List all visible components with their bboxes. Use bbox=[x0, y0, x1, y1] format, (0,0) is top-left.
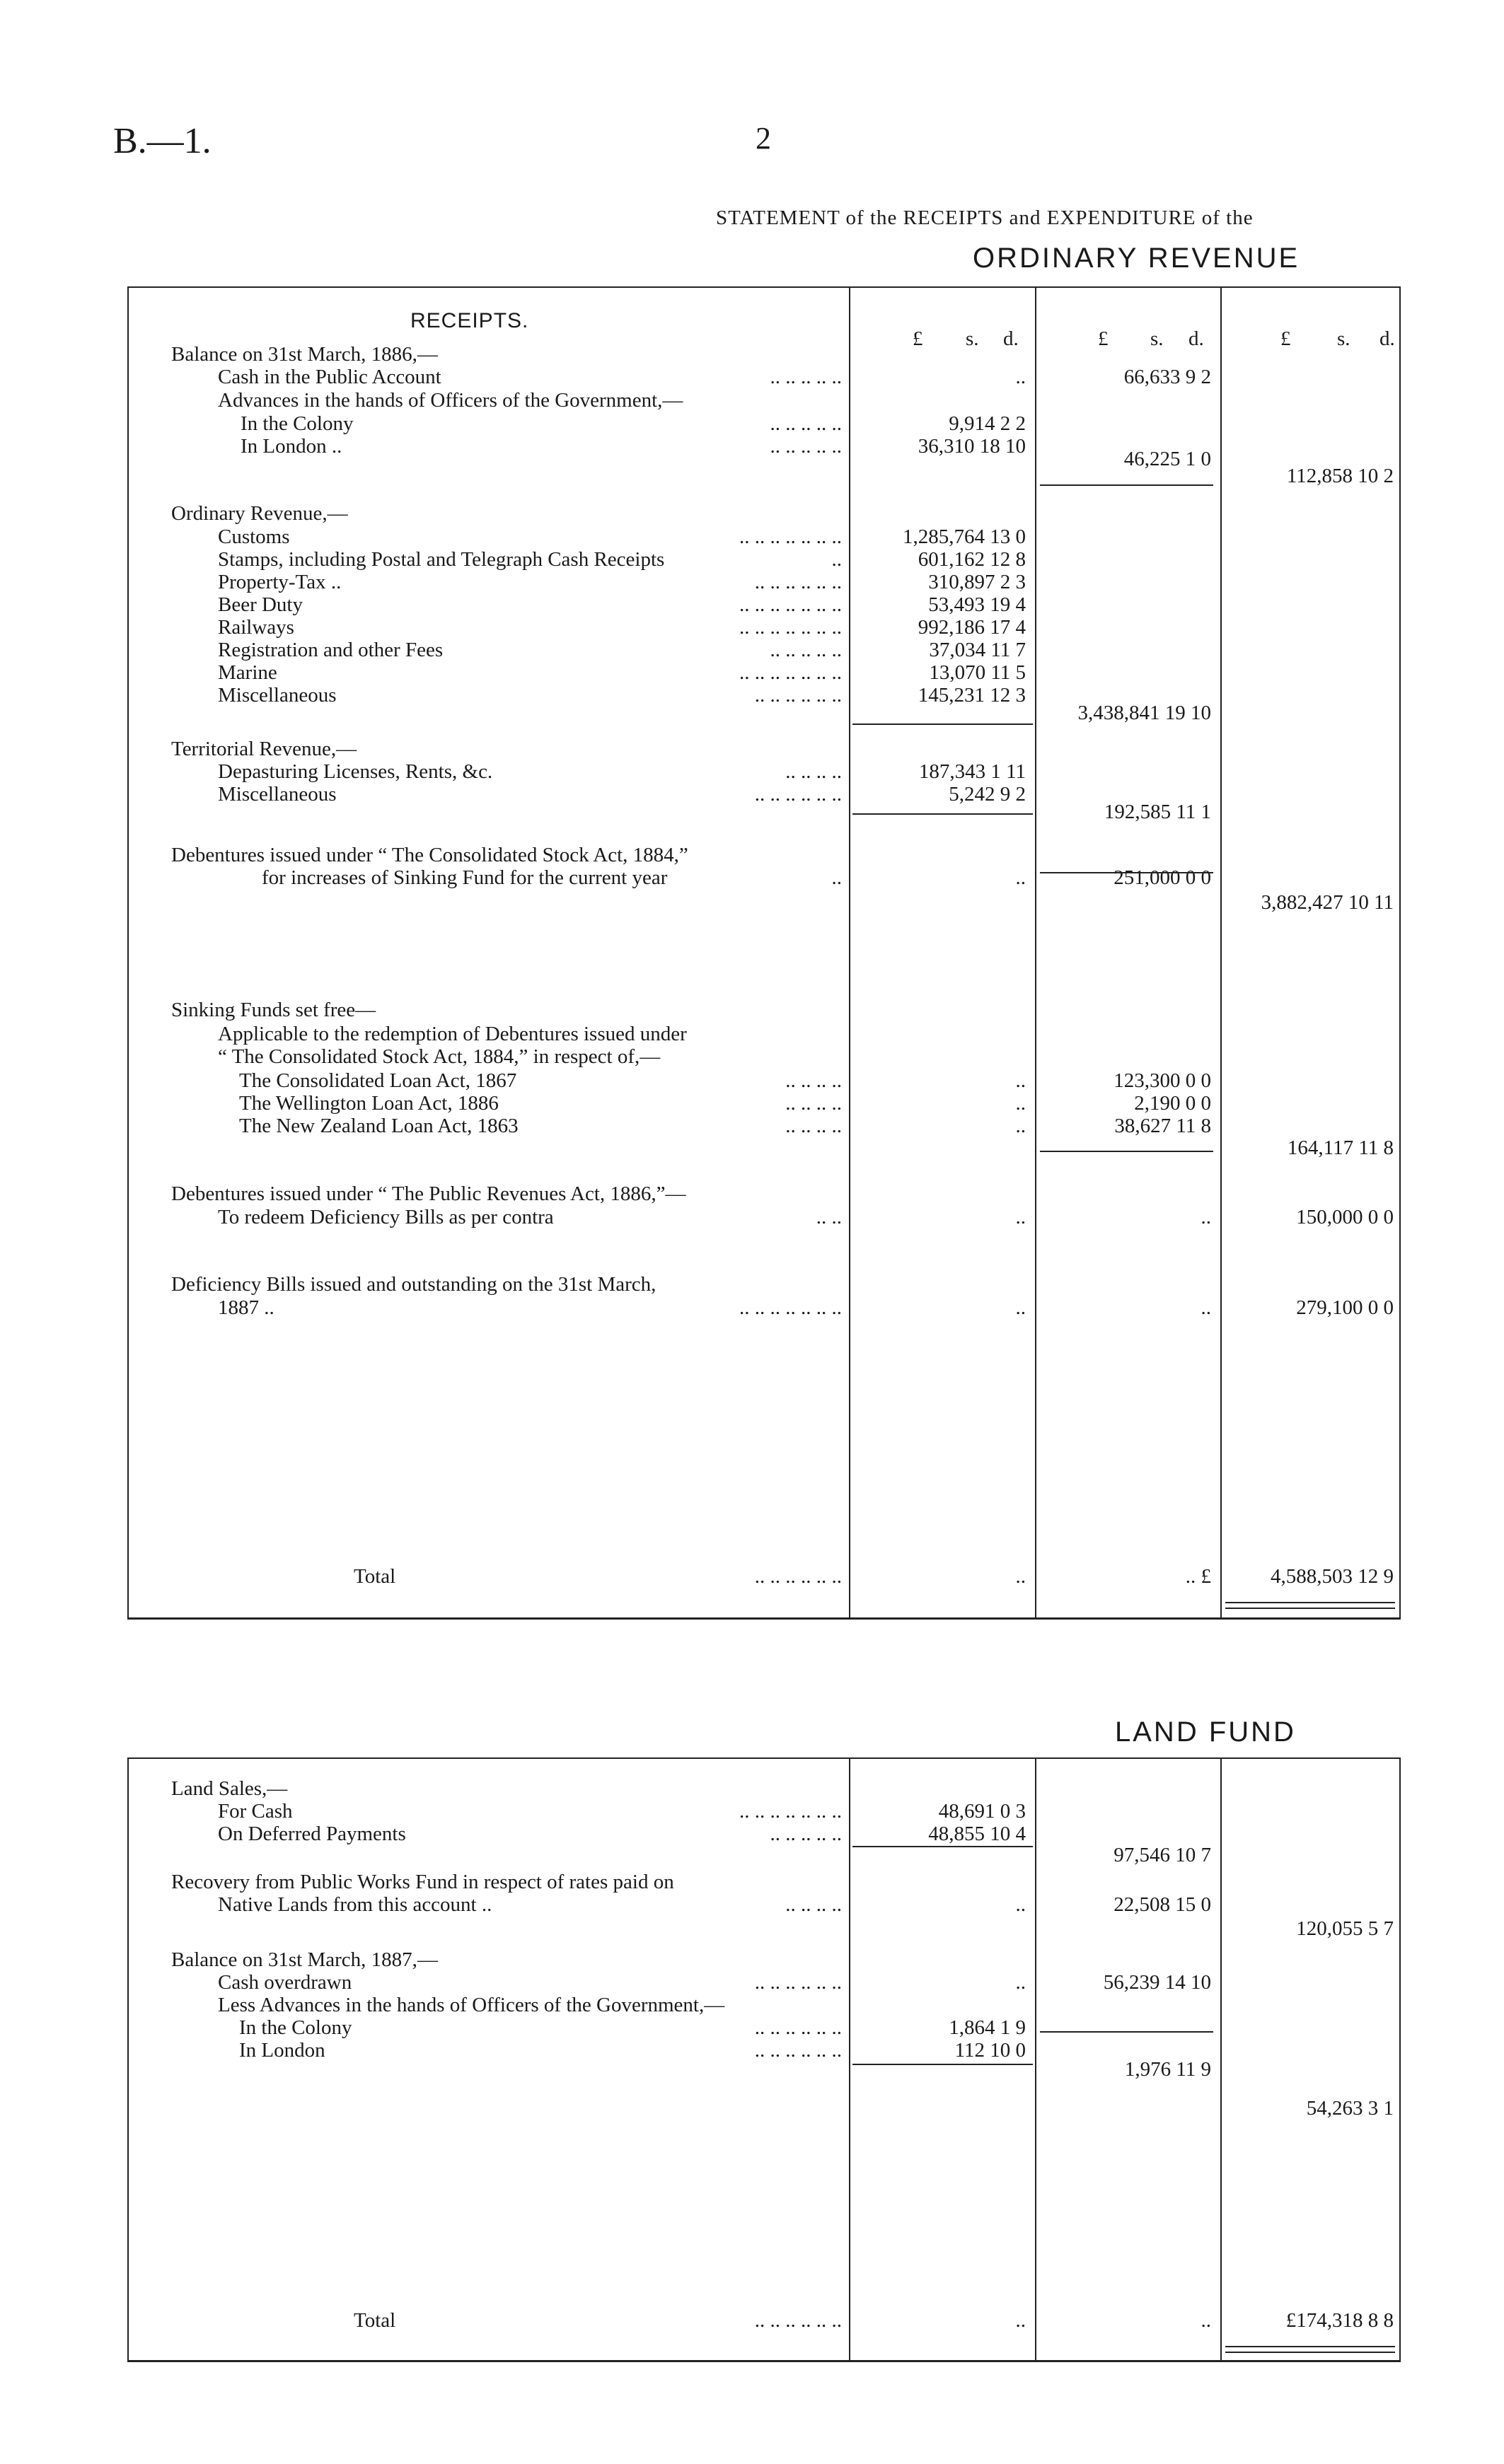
amount-col-b: .. bbox=[1201, 1206, 1211, 1228]
ordinary-row bbox=[127, 1023, 1401, 1045]
leader-dots: .. .. .. .. .. .. .. bbox=[739, 1800, 842, 1823]
leader-dots: .. .. .. .. .. .. bbox=[754, 2016, 842, 2039]
row-description: Marine bbox=[218, 661, 277, 684]
land-row bbox=[127, 1844, 1401, 1866]
row-description: In London bbox=[239, 2039, 325, 2062]
leader-dots: .. .. .. .. .. .. .. bbox=[739, 616, 842, 639]
col-pence-1: d. bbox=[1003, 327, 1019, 350]
leader-dots: .. .. .. .. .. .. bbox=[754, 571, 842, 593]
ordinary-revenue-title: ORDINARY REVENUE bbox=[973, 243, 1300, 274]
ordinary-row bbox=[127, 702, 1401, 724]
leader-dots: .. .. .. .. bbox=[785, 760, 842, 783]
amount-col-b: 56,239 14 10 bbox=[1103, 1971, 1211, 1994]
row-description: Less Advances in the hands of Officers of the Government,— bbox=[218, 1994, 725, 2016]
leader-dots: .. .. .. .. .. .. bbox=[754, 1565, 842, 1588]
land-row bbox=[127, 1871, 1401, 1893]
land-row bbox=[127, 1994, 1401, 2016]
ordinary-row bbox=[127, 1565, 1401, 1588]
amount-col-b: 97,546 10 7 bbox=[1113, 1844, 1211, 1866]
leader-dots: .. .. .. .. .. .. bbox=[754, 783, 842, 806]
amount-col-b: 46,225 1 0 bbox=[1123, 448, 1211, 470]
row-description: The Consolidated Loan Act, 1867 bbox=[239, 1069, 517, 1092]
amount-col-b: 1,976 11 9 bbox=[1124, 2058, 1211, 2081]
leader-dots: .. .. .. .. .. bbox=[770, 1823, 842, 1845]
ordinary-row bbox=[127, 639, 1401, 661]
row-description: Railways bbox=[218, 616, 294, 639]
ordinary-row bbox=[127, 366, 1401, 388]
row-description: 1887 .. bbox=[218, 1296, 274, 1319]
amount-col-a: .. bbox=[1015, 1092, 1026, 1115]
land-row bbox=[127, 1777, 1401, 1800]
leader-dots: .. .. .. .. .. bbox=[770, 435, 842, 458]
statement-title: STATEMENT of the RECEIPTS and EXPENDITURE of the bbox=[716, 207, 1254, 229]
ordinary-row bbox=[127, 1092, 1401, 1115]
amount-col-a: .. bbox=[1015, 1206, 1026, 1228]
row-description: Deficiency Bills issued and outstanding on the 31st March, bbox=[171, 1273, 656, 1296]
row-description: Balance on 31st March, 1887,— bbox=[171, 1948, 438, 1971]
land-row bbox=[127, 1823, 1401, 1845]
amount-col-b: 66,633 9 2 bbox=[1123, 366, 1211, 388]
row-description: Property-Tax .. bbox=[218, 571, 342, 593]
row-description: On Deferred Payments bbox=[218, 1823, 406, 1845]
leader-dots: .. .. .. .. .. .. .. bbox=[739, 593, 842, 616]
ordinary-row bbox=[127, 343, 1401, 366]
ordinary-row bbox=[127, 525, 1401, 548]
row-description: Depasturing Licenses, Rents, &c. bbox=[218, 760, 493, 783]
amount-col-b: 123,300 0 0 bbox=[1113, 1069, 1211, 1092]
amount-col-a: 187,343 1 11 bbox=[918, 760, 1026, 783]
leader-dots: .. .. .. .. .. .. .. bbox=[739, 661, 842, 684]
leader-dots: .. .. .. .. .. .. bbox=[754, 1971, 842, 1994]
col-pounds-1: £ bbox=[913, 327, 923, 350]
amount-col-a: 1,864 1 9 bbox=[949, 2016, 1026, 2039]
row-description: “ The Consolidated Stock Act, 1884,” in respect of,— bbox=[218, 1045, 661, 1068]
land-fund-table bbox=[127, 1757, 1401, 2362]
row-description: Customs bbox=[218, 525, 290, 548]
amount-col-a: .. bbox=[1015, 1115, 1026, 1137]
leader-dots: .. .. .. .. .. .. .. bbox=[739, 1296, 842, 1319]
amount-col-b: .. bbox=[1201, 1296, 1211, 1319]
ordinary-revenue-table bbox=[127, 286, 1401, 1620]
row-description: Miscellaneous bbox=[218, 783, 337, 806]
row-description: Cash in the Public Account bbox=[218, 366, 441, 388]
amount-col-a: 5,242 9 2 bbox=[949, 783, 1026, 806]
amount-col-b: .. bbox=[1201, 2309, 1211, 2332]
land-row bbox=[127, 1893, 1401, 1916]
ordinary-row bbox=[127, 548, 1401, 571]
row-description: Recovery from Public Works Fund in respect of rates paid on bbox=[171, 1871, 674, 1893]
row-description: Total bbox=[354, 1565, 396, 1588]
amount-col-b: 2,190 0 0 bbox=[1134, 1092, 1211, 1115]
row-description: The Wellington Loan Act, 1886 bbox=[239, 1092, 499, 1115]
amount-col-c: 120,055 5 7 bbox=[1296, 1917, 1394, 1940]
amount-col-a: 310,897 2 3 bbox=[928, 571, 1026, 593]
amount-col-b: 251,000 0 0 bbox=[1113, 866, 1211, 889]
row-description: Territorial Revenue,— bbox=[171, 738, 357, 760]
leader-dots: .. .. .. .. .. bbox=[770, 639, 842, 661]
ordinary-row bbox=[127, 571, 1401, 593]
amount-col-a: .. bbox=[1015, 2309, 1026, 2332]
row-description: Total bbox=[354, 2309, 396, 2332]
amount-col-c: 54,263 3 1 bbox=[1306, 2097, 1394, 2120]
leader-dots: .. .. .. .. .. .. bbox=[754, 684, 842, 707]
ordinary-row bbox=[127, 1273, 1401, 1296]
amount-col-a: 37,034 11 7 bbox=[929, 639, 1026, 661]
col-pence-3: d. bbox=[1379, 327, 1395, 350]
ordinary-row bbox=[127, 412, 1401, 435]
amount-col-a: .. bbox=[1015, 366, 1026, 388]
row-description: Sinking Funds set free— bbox=[171, 999, 376, 1021]
ordinary-row bbox=[127, 1137, 1401, 1159]
leader-dots: .. bbox=[831, 548, 842, 571]
land-row bbox=[127, 1948, 1401, 1971]
col-shillings-2: s. bbox=[1150, 327, 1164, 350]
ordinary-row bbox=[127, 1045, 1401, 1068]
row-description: For Cash bbox=[218, 1800, 293, 1823]
row-description: Debentures issued under “ The Public Revenues Act, 1886,”— bbox=[171, 1182, 686, 1205]
amount-col-a: 36,310 18 10 bbox=[918, 435, 1026, 458]
row-description: In the Colony bbox=[241, 412, 354, 435]
leader-dots: .. .. .. .. .. .. .. bbox=[739, 525, 842, 548]
amount-col-a: .. bbox=[1015, 1893, 1026, 1916]
col-pence-2: d. bbox=[1188, 327, 1204, 350]
amount-col-a: 53,493 19 4 bbox=[928, 593, 1026, 616]
ordinary-row bbox=[127, 738, 1401, 760]
amount-col-a: 992,186 17 4 bbox=[918, 616, 1026, 639]
leader-dots: .. .. .. .. .. .. bbox=[754, 2039, 842, 2062]
leader-dots: .. .. bbox=[816, 1206, 842, 1228]
col-pounds-3: £ bbox=[1280, 327, 1291, 350]
leader-dots: .. .. .. .. .. .. bbox=[754, 2309, 842, 2332]
row-description: To redeem Deficiency Bills as per contra bbox=[218, 1206, 554, 1228]
row-description: Ordinary Revenue,— bbox=[171, 502, 348, 525]
ordinary-row bbox=[127, 593, 1401, 616]
leader-dots: .. .. .. .. bbox=[785, 1092, 842, 1115]
amount-col-b: 3,438,841 19 10 bbox=[1077, 702, 1211, 724]
ordinary-row bbox=[127, 661, 1401, 684]
ordinary-row bbox=[127, 1115, 1401, 1137]
ordinary-row bbox=[127, 389, 1401, 412]
amount-col-c: £174,318 8 8 bbox=[1285, 2309, 1394, 2332]
leader-dots: .. bbox=[831, 866, 842, 889]
page-number: 2 bbox=[756, 121, 771, 156]
amount-col-a: .. bbox=[1015, 1296, 1026, 1319]
row-description: Balance on 31st March, 1886,— bbox=[171, 343, 438, 366]
amount-col-a: 48,855 10 4 bbox=[928, 1823, 1026, 1845]
amount-col-c: 4,588,503 12 9 bbox=[1271, 1565, 1394, 1588]
leader-dots: .. .. .. .. bbox=[785, 1115, 842, 1137]
amount-col-c: 112,858 10 2 bbox=[1286, 465, 1394, 487]
row-description: Applicable to the redemption of Debentures issued under bbox=[218, 1023, 687, 1045]
leader-dots: .. .. .. .. bbox=[785, 1893, 842, 1916]
row-description: Debentures issued under “ The Consolidated Stock Act, 1884,” bbox=[171, 844, 688, 866]
amount-col-a: 112 10 0 bbox=[954, 2039, 1026, 2062]
amount-col-a: .. bbox=[1015, 866, 1026, 889]
amount-col-a: 13,070 11 5 bbox=[929, 661, 1026, 684]
ordinary-row bbox=[127, 866, 1401, 889]
ordinary-row bbox=[127, 801, 1401, 823]
amount-col-a: .. bbox=[1015, 1971, 1026, 1994]
document-reference: B.—1. bbox=[113, 121, 212, 161]
row-description: Miscellaneous bbox=[218, 684, 337, 707]
land-row bbox=[127, 1971, 1401, 1994]
ordinary-row bbox=[127, 502, 1401, 525]
row-description: for increases of Sinking Fund for the current year bbox=[262, 866, 668, 889]
ordinary-row bbox=[127, 1206, 1401, 1228]
amount-col-a: 48,691 0 3 bbox=[938, 1800, 1026, 1823]
row-description: Advances in the hands of Officers of the Government,— bbox=[218, 389, 683, 412]
ordinary-row bbox=[127, 760, 1401, 783]
ordinary-row bbox=[127, 844, 1401, 866]
land-row bbox=[127, 2097, 1401, 2120]
col-pounds-2: £ bbox=[1098, 327, 1109, 350]
amount-col-a: .. bbox=[1015, 1069, 1026, 1092]
ordinary-row bbox=[127, 1296, 1401, 1319]
amount-col-a: .. bbox=[1015, 1565, 1026, 1588]
land-row bbox=[127, 2058, 1401, 2081]
ordinary-row bbox=[127, 891, 1401, 914]
ordinary-row bbox=[127, 1069, 1401, 1092]
amount-col-b: 38,627 11 8 bbox=[1114, 1115, 1211, 1137]
amount-col-c: 279,100 0 0 bbox=[1296, 1296, 1394, 1319]
amount-col-c: 150,000 0 0 bbox=[1296, 1206, 1394, 1228]
row-description: Land Sales,— bbox=[171, 1777, 288, 1800]
row-description: In London .. bbox=[241, 435, 342, 458]
land-row bbox=[127, 1917, 1401, 1940]
leader-dots: .. .. .. .. .. bbox=[770, 366, 842, 388]
land-row bbox=[127, 1800, 1401, 1823]
amount-col-b: 22,508 15 0 bbox=[1113, 1893, 1211, 1916]
row-description: Registration and other Fees bbox=[218, 639, 444, 661]
row-description: Native Lands from this account .. bbox=[218, 1893, 492, 1916]
leader-dots: .. .. .. .. .. bbox=[770, 412, 842, 435]
col-shillings-1: s. bbox=[966, 327, 979, 350]
row-description: The New Zealand Loan Act, 1863 bbox=[239, 1115, 519, 1137]
ordinary-row bbox=[127, 999, 1401, 1021]
amount-col-a: 9,914 2 2 bbox=[949, 412, 1026, 435]
amount-col-c: 164,117 11 8 bbox=[1287, 1137, 1394, 1159]
leader-dots: .. .. .. .. bbox=[785, 1069, 842, 1092]
amount-col-a: 1,285,764 13 0 bbox=[903, 525, 1026, 548]
row-description: Stamps, including Postal and Telegraph Cash Receipts bbox=[218, 548, 665, 571]
amount-col-b: .. £ bbox=[1185, 1565, 1211, 1588]
ordinary-row bbox=[127, 1182, 1401, 1205]
row-description: In the Colony bbox=[239, 2016, 352, 2039]
ordinary-row bbox=[127, 616, 1401, 639]
amount-col-b: 192,585 11 1 bbox=[1104, 801, 1211, 823]
receipts-heading: RECEIPTS. bbox=[410, 309, 529, 332]
amount-col-c: 3,882,427 10 11 bbox=[1261, 891, 1394, 914]
land-row bbox=[127, 2016, 1401, 2039]
col-shillings-3: s. bbox=[1337, 327, 1350, 350]
land-row bbox=[127, 2309, 1401, 2332]
land-fund-title: LAND FUND bbox=[1115, 1716, 1296, 1748]
amount-col-a: 601,162 12 8 bbox=[918, 548, 1026, 571]
row-description: Cash overdrawn bbox=[218, 1971, 352, 1994]
amount-col-a: 145,231 12 3 bbox=[918, 684, 1026, 707]
row-description: Beer Duty bbox=[218, 593, 303, 616]
